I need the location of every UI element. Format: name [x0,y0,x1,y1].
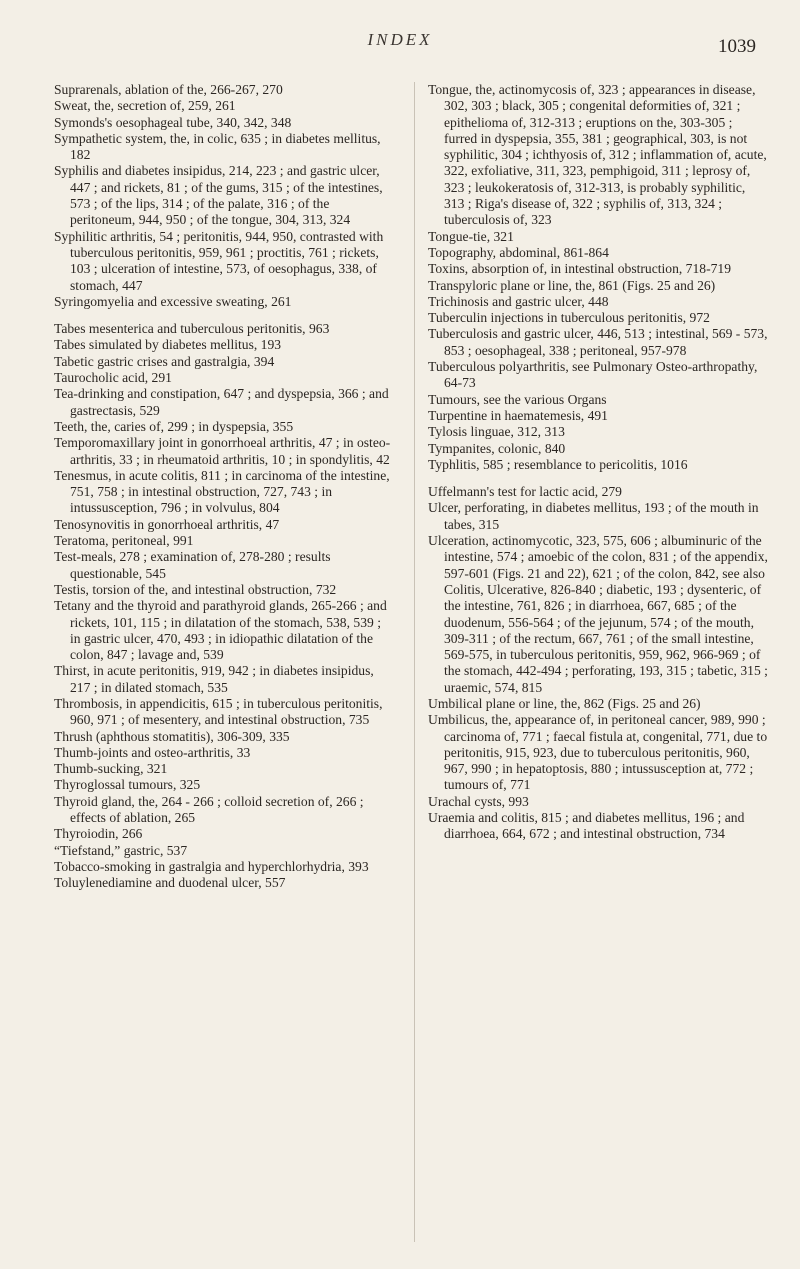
letter-section-gap [428,473,768,484]
index-entry: Sweat, the, secretion of, 259, 261 [54,98,236,114]
index-entry: Tea-drinking and constipation, 647 ; and dyspepsia, 366 ; and gastrectasis, 529 [54,386,389,418]
index-entry: Tumours, see the various Organs [428,391,607,407]
index-entry: Teratoma, peritoneal, 991 [54,533,194,549]
column-divider [414,82,415,1242]
index-entry: Thumb-sucking, 321 [54,761,168,777]
index-entry: Test-meals, 278 ; examination of, 278-280 ; results questionable, 545 [54,549,331,581]
index-entry: Tenosynovitis in gonorrhoeal arthritis, 47 [54,516,280,532]
index-entry: Turpentine in haematemesis, 491 [428,407,608,423]
index-entry: Tongue-tie, 321 [428,228,514,244]
index-entry: Testis, torsion of the, and intestinal obstruction, 732 [54,581,337,597]
index-entry: Taurocholic acid, 291 [54,370,172,386]
right-column [428,82,768,843]
running-title: INDEX [367,30,433,49]
page-number: 1039 [718,36,756,57]
index-entry: Uraemia and colitis, 815 ; and diabetes mellitus, 196 ; and diarrhoea, 664, 672 ; and intestinal obstruction, 734 [428,810,745,842]
index-entry: Syringomyelia and excessive sweating, 261 [54,293,292,309]
index-entry: Tetany and the thyroid and parathyroid glands, 265-266 ; and rickets, 101, 115 ; in dilatation of the stomach, 538, 539 ; in gastric ulcer, 470, 493 ; in idiopathic dilatation of the colon, 847 ; lavage and, 539 [54,598,387,663]
index-entry: Tongue, the, actinomycosis of, 323 ; appearances in disease, 302, 303 ; black, 305 ; congenital deformities of, 321 ; epithelioma of, 312-313 ; eruptions on the, 303-305 ; furred in dyspepsia, 355, 381 ; geographical, 303, is not syphilitic, 304 ; ichthyosis of, 312 ; inflammation of, acute, 322, exfoliative, 311, 323, pemphigoid, 311 ; leprosy of, 323 ; leukokeratosis of, 312-313, is probably syphilitic, 313 ; Riga's disease of, 322 ; syphilis of, 313, 324 ; tuberculosis of, 323 [428,82,767,228]
index-entry: “Tiefstand,” gastric, 537 [54,842,188,858]
letter-section-gap [54,310,394,321]
index-entry: Thyroiodin, 266 [54,826,143,842]
index-columns [54,82,770,1252]
index-entry: Tuberculosis and gastric ulcer, 446, 513 ; intestinal, 569 - 573, 853 ; oesophageal, 338 ; peritoneal, 957-978 [428,326,768,358]
index-entry: Tabes simulated by diabetes mellitus, 193 [54,337,282,353]
index-entry: Thyroglossal tumours, 325 [54,777,201,793]
index-entry: Tympanites, colonic, 840 [428,440,566,456]
index-entry: Thyroid gland, the, 264 - 266 ; colloid secretion of, 266 ; effects of ablation, 265 [54,793,364,826]
index-entry: Syphilis and diabetes insipidus, 214, 223 ; and gastric ulcer, 447 ; and rickets, 81 ; of the gums, 315 ; of the intestines, 573 ; of the lips, 314 ; of the palate, 316 ; of the peritoneum, 944, 950 ; of the tongue, 304, 313, 324 [54,163,383,228]
page-header [0,26,800,66]
index-entry: Teeth, the, caries of, 299 ; in dyspepsia, 355 [54,418,294,434]
left-column [54,82,394,892]
index-entry: Thumb-joints and osteo-arthritis, 33 [54,744,251,760]
index-entry: Ulcer, perforating, in diabetes mellitus, 193 ; of the mouth in tabes, 315 [428,500,759,532]
index-entry: Toxins, absorption of, in intestinal obstruction, 718-719 [428,261,731,277]
index-entry: Tenesmus, in acute colitis, 811 ; in carcinoma of the intestine, 751, 758 ; in intestinal obstruction, 727, 743 ; in intussusception, 796 ; in volvulus, 804 [54,467,390,516]
index-entry: Toluylenediamine and duodenal ulcer, 557 [54,875,286,891]
index-entry: Thrush (aphthous stomatitis), 306-309, 335 [54,728,290,744]
index-entry: Symonds's oesophageal tube, 340, 342, 348 [54,114,292,130]
index-entry: Topography, abdominal, 861-864 [428,244,609,260]
index-entry: Transpyloric plane or line, the, 861 (Figs. 25 and 26) [428,277,716,293]
index-entry: Tylosis linguae, 312, 313 [428,424,565,440]
index-entry: Syphilitic arthritis, 54 ; peritonitis, 944, 950, contrasted with tuberculous peritonitis, 959, 961 ; proctitis, 761 ; rickets, 103 ; ulceration of intestine, 573, of oesophagus, 338, of stomach, 447 [54,228,384,293]
index-entry: Ulceration, actinomycotic, 323, 575, 606 ; albuminuric of the intestine, 574 ; amoebic of the colon, 831 ; of the appendix, 597-601 (Figs. 21 and 22), 621 ; of the colon, 842, see also Colitis, Ulcerative, 826-840 ; diabetic, 193 ; dysenteric, of the intestine, 761, 826 ; in diarrhoea, 667, 685 ; of the duodenum, 556-564 ; of the jejunum, 574 ; of the mouth, 309-311 ; of the rectum, 667, 761 ; of the small intestine, 569-575, in tuberculous peritonitis, 959, 962, 966-969 ; of the stomach, 442-494 ; perforating, 193, 315 ; tabetic, 315 ; uraemic, 574, 815 [428,533,768,695]
index-entry: Tabes mesenterica and tuberculous peritonitis, 963 [54,321,330,337]
index-entry: Uffelmann's test for lactic acid, 279 [428,484,622,500]
index-entry: Trichinosis and gastric ulcer, 448 [428,293,609,309]
index-entry: Thrombosis, in appendicitis, 615 ; in tuberculous peritonitis, 960, 971 ; of mesentery, and intestinal obstruction, 735 [54,695,383,728]
index-entry: Temporomaxillary joint in gonorrhoeal arthritis, 47 ; in osteo-arthritis, 33 ; in rheumatoid arthritis, 10 ; in spondylitis, 42 [54,435,391,467]
index-entry: Tuberculin injections in tuberculous peritonitis, 972 [428,310,710,326]
index-entry: Typhlitis, 585 ; resemblance to pericolitis, 1016 [428,456,688,472]
index-entry: Tuberculous polyarthritis, see Pulmonary Osteo-arthropathy, 64-73 [428,359,758,391]
index-entry: Urachal cysts, 993 [428,793,529,809]
index-entry: Tobacco-smoking in gastralgia and hyperchlorhydria, 393 [54,858,369,874]
index-entry: Thirst, in acute peritonitis, 919, 942 ; in diabetes insipidus, 217 ; in dilated stomach, 535 [54,663,374,695]
index-entry: Suprarenals, ablation of the, 266-267, 270 [54,82,283,97]
index-entry: Tabetic gastric crises and gastralgia, 394 [54,353,275,369]
index-entry: Umbilicus, the, appearance of, in peritoneal cancer, 989, 990 ; carcinoma of, 771 ; faecal fistula at, congenital, 771, due to peritonitis, 915, 923, due to tuberculous peritonitis, 960, 967, 990 ; in hepatoptosis, 880 ; intussusception at, 772 ; tumours of, 771 [428,712,768,793]
index-entry: Sympathetic system, the, in colic, 635 ; in diabetes mellitus, 182 [54,130,381,163]
index-entry: Umbilical plane or line, the, 862 (Figs. 25 and 26) [428,695,701,711]
